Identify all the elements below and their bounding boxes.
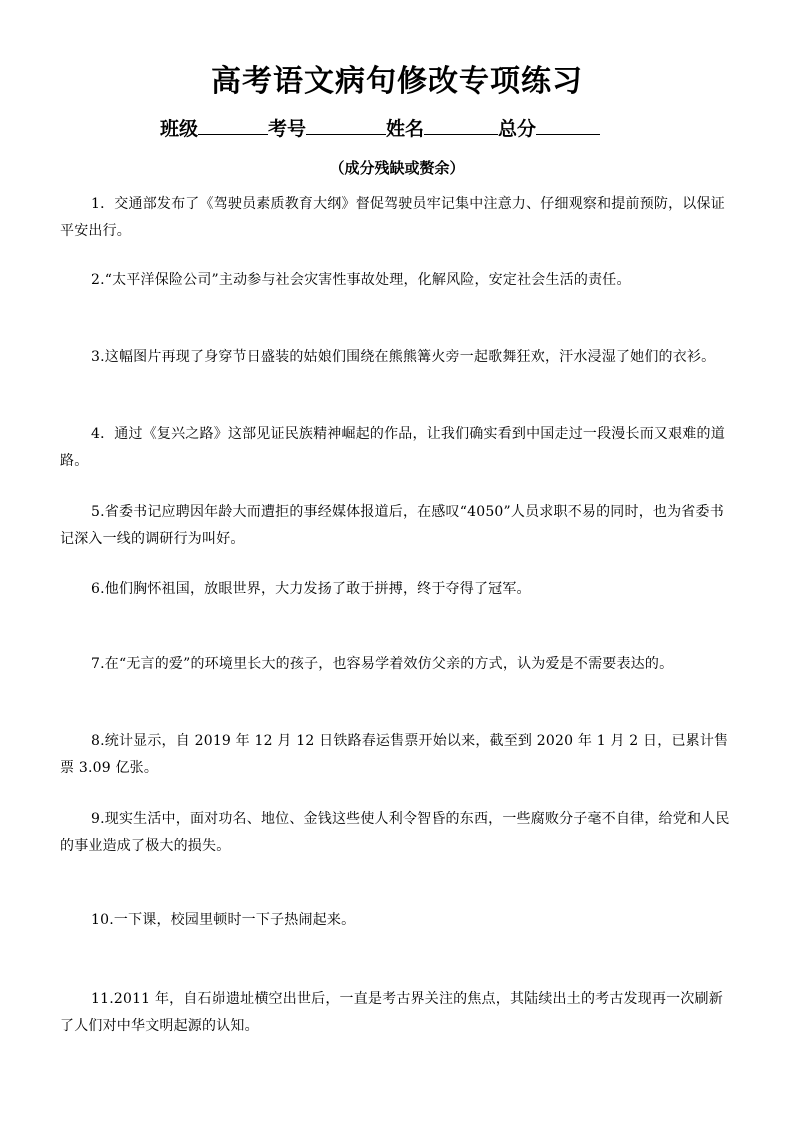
question-3: 3.这幅图片再现了身穿节日盛装的姑娘们围绕在熊熊篝火旁一起歌舞狂欢，汗水浸湿了她们的衣衫。 (91, 349, 716, 365)
question-9: 9.现实生活中，面对功名、地位、金钱这些使人利令智昏的东西，一些腐败分子毫不自律，给党和人民的事业造成了极大的损失。 (60, 811, 730, 854)
student-info-line (160, 116, 600, 141)
exam-number-blank (306, 116, 386, 135)
exam-number-label: 考号 (268, 118, 307, 140)
question-6: 6.他们胸怀祖国，放眼世界，大力发扬了敢于拼搏，终于夺得了冠军。 (91, 581, 531, 597)
name-blank (424, 116, 498, 135)
class-blank (198, 116, 268, 135)
page-title: 高考语文病句修改专项练习 (211, 64, 583, 99)
question-11: 11.2011 年，自石峁遗址横空出世后，一直是考古界关注的焦点，其陆续出土的考古发现再一次刷新了人们对中华文明起源的认知。 (60, 991, 723, 1034)
question-1: 1．交通部发布了《驾驶员素质教育大纲》督促驾驶员牢记集中注意力、仔细观察和提前预防，以保证平安出行。 (60, 196, 725, 239)
question-8: 8.统计显示，自 2019 年 12 月 12 日铁路春运售票开始以来，截至到 2020 年 1 月 2 日，已累计售票 3.09 亿张。 (60, 733, 729, 776)
class-label: 班级 (160, 118, 199, 140)
score-blank (536, 116, 600, 135)
section-subtitle: （成分残缺或赘余） (329, 159, 465, 177)
question-5: 5.省委书记应聘因年龄大而遭拒的事经媒体报道后，在感叹“4050”人员求职不易的同时，也为省委书记深入一线的调研行为叫好。 (60, 504, 724, 547)
question-10: 10.一下课，校园里顿时一下子热闹起来。 (91, 912, 356, 928)
question-2: 2.“太平洋保险公司”主动参与社会灾害性事故处理，化解风险，安定社会生活的责任。 (91, 272, 631, 288)
score-label: 总分 (498, 118, 537, 140)
question-7: 7.在“无言的爱”的环境里长大的孩子，也容易学着效仿父亲的方式，认为爱是不需要表达的。 (91, 656, 674, 672)
name-label: 姓名 (386, 118, 425, 140)
question-4: 4．通过《复兴之路》这部见证民族精神崛起的作品，让我们确实看到中国走过一段漫长而又艰难的道路。 (60, 426, 725, 469)
